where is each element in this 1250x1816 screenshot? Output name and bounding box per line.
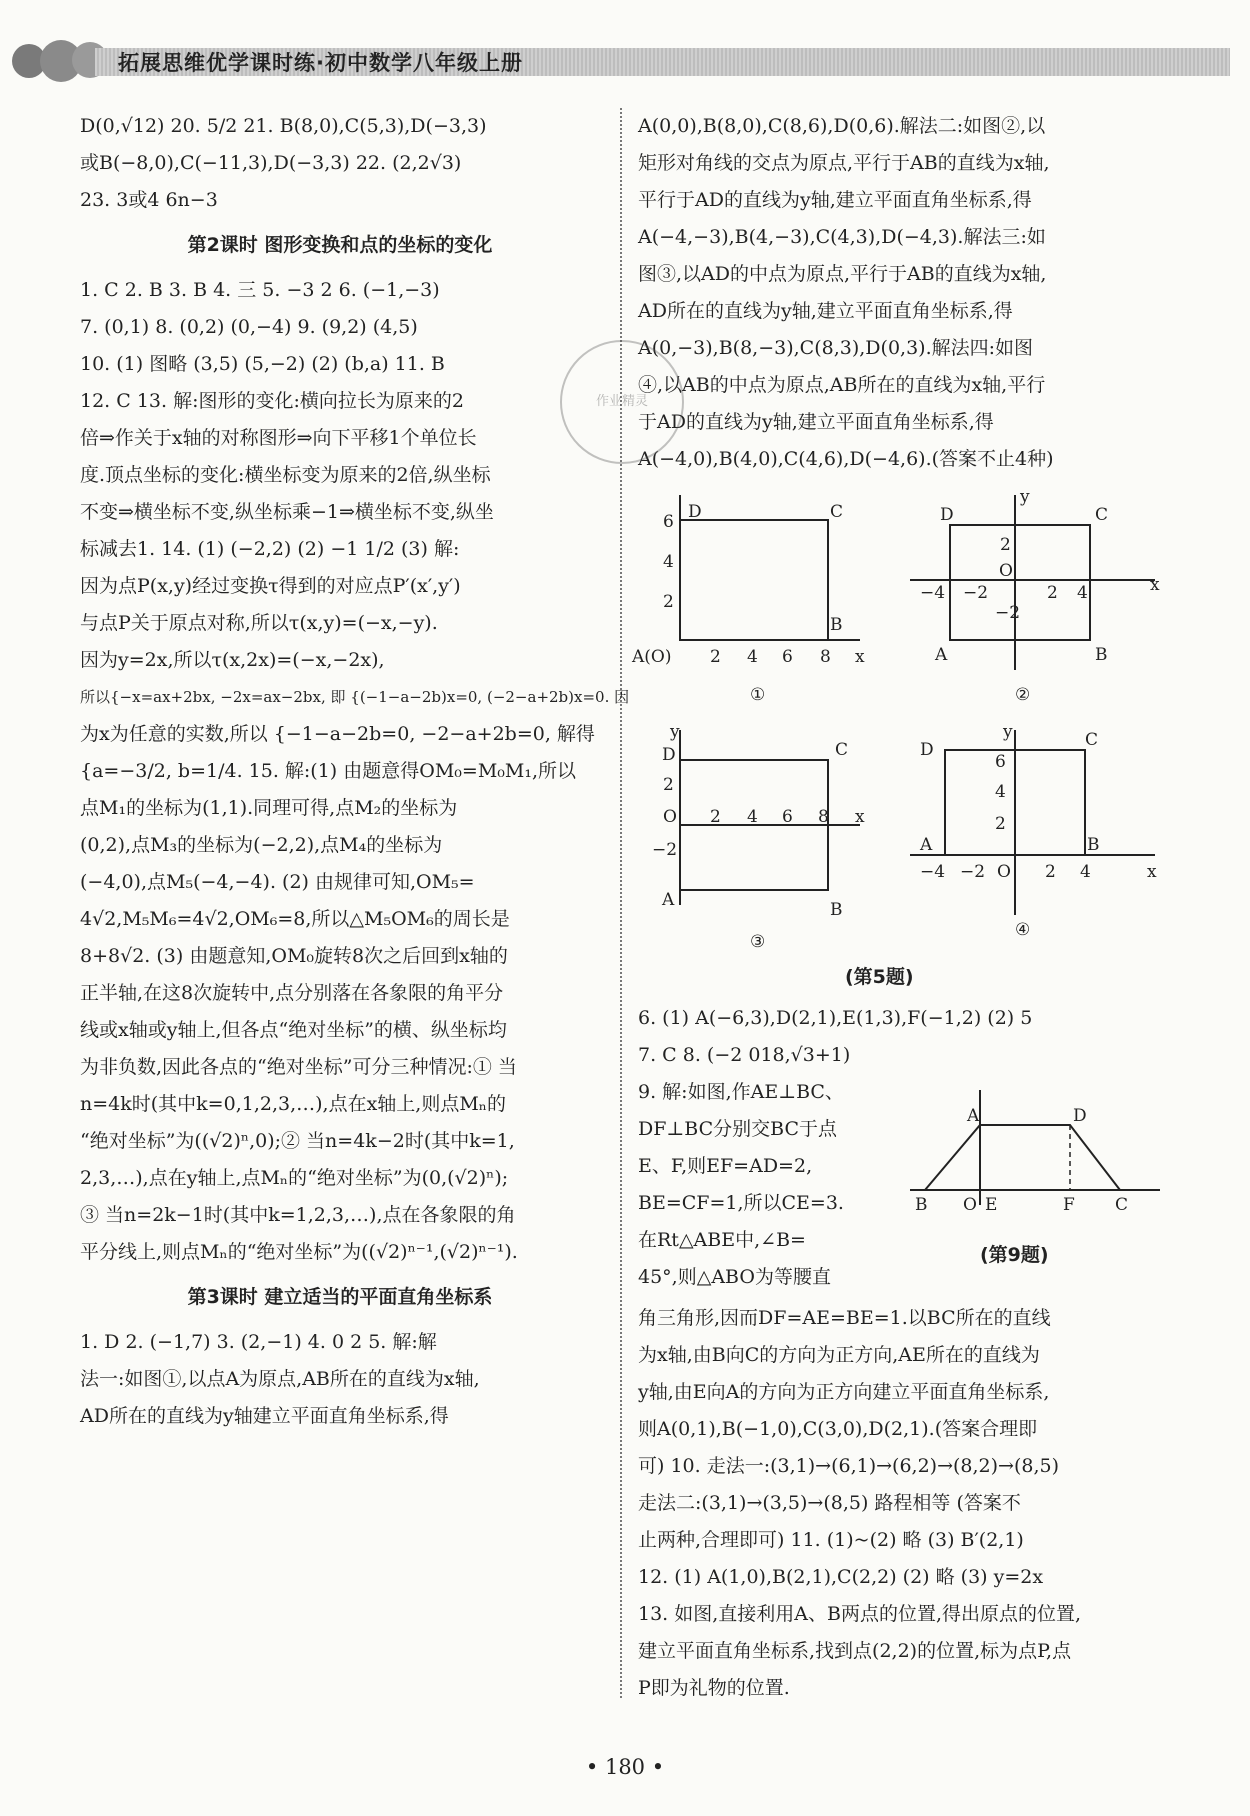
- point-label: C: [1085, 730, 1099, 750]
- text-line: A(−4,−3),B(4,−3),C(4,3),D(−4,3).解法三:如: [638, 226, 1046, 248]
- point-label: B: [915, 1195, 928, 1215]
- text-line: 为x为任意的实数,所以 {−1−a−2b=0, −2−a+2b=0, 解得: [80, 723, 595, 745]
- point-label: A(O): [632, 647, 672, 667]
- figure-2: [905, 490, 1165, 720]
- text-line: 倍⇒作关于x轴的对称图形⇒向下平移1个单位长: [80, 427, 477, 449]
- text-line: 因为点P(x,y)经过变换τ得到的对应点P′(x′,y′): [80, 575, 461, 597]
- figure-3-svg: [630, 725, 870, 955]
- text-line: y轴,由E向A的方向为正方向建立平面直角坐标系,: [638, 1381, 1050, 1403]
- tick-label: 4: [747, 807, 758, 827]
- figure-2-svg: [905, 490, 1165, 720]
- axis-label: x: [1147, 862, 1157, 882]
- point-label: O: [963, 1195, 977, 1215]
- tick-label: O: [663, 807, 677, 827]
- tick-label: −2: [963, 583, 989, 603]
- tick-label: 2: [1000, 535, 1011, 555]
- text-line: 则A(0,1),B(−1,0),C(3,0),D(2,1).(答案合理即: [638, 1418, 1038, 1440]
- figure-4: [905, 725, 1165, 955]
- text-line: 因为y=2x,所以τ(x,2x)=(−x,−2x),: [80, 649, 385, 671]
- trapezoid: [925, 1125, 1120, 1190]
- point-label: C: [1095, 505, 1109, 525]
- tick-label: 4: [1077, 583, 1088, 603]
- text-line: 矩形对角线的交点为原点,平行于AB的直线为x轴,: [638, 152, 1050, 174]
- tick-label: 6: [995, 752, 1006, 772]
- figure-9-caption: (第9题): [980, 1244, 1049, 1266]
- point-label: B: [830, 615, 843, 635]
- text-line: 图③,以AD的中点为原点,平行于AB的直线为x轴,: [638, 263, 1047, 285]
- text-line: 在Rt△ABE中,∠B=: [638, 1229, 806, 1251]
- axis-label: y: [1020, 490, 1030, 507]
- text-line: n=4k时(其中k=0,1,2,3,…),点在x轴上,则点Mₙ的: [80, 1093, 506, 1115]
- tick-label: 4: [747, 647, 758, 667]
- text-line: 平分线上,则点Mₙ的“绝对坐标”为((√2)ⁿ⁻¹,(√2)ⁿ⁻¹).: [80, 1241, 518, 1263]
- text-line: 1. D 2. (−1,7) 3. (2,−1) 4. 0 2 5. 解:解: [80, 1331, 437, 1353]
- tick-label: 2: [663, 592, 674, 612]
- point-label: D: [940, 505, 954, 525]
- text-line: 标减去1. 14. (1) (−2,2) (2) −1 1/2 (3) 解:: [80, 538, 460, 560]
- axis-label: y: [670, 725, 680, 742]
- text-line: 12. C 13. 解:图形的变化:横向拉长为原来的2: [80, 390, 464, 412]
- text-line: 平行于AD的直线为y轴,建立平面直角坐标系,得: [638, 189, 1032, 211]
- text-line: 法一:如图①,以点A为原点,AB所在的直线为x轴,: [80, 1368, 480, 1390]
- tick-label: −2: [995, 603, 1021, 623]
- text-line: A(0,−3),B(8,−3),C(8,3),D(0,3).解法四:如图: [638, 337, 1034, 359]
- tick-label: O: [997, 862, 1011, 882]
- text-line: 角三角形,因而DF=AE=BE=1.以BC所在的直线: [638, 1307, 1051, 1329]
- axis-label: y: [1003, 725, 1013, 742]
- text-line: 6. (1) A(−6,3),D(2,1),E(1,3),F(−1,2) (2) 5: [638, 1007, 1033, 1029]
- text-line: 点M₁的坐标为(1,1).同理可得,点M₂的坐标为: [80, 797, 458, 819]
- section-title: 第3课时 建立适当的平面直角坐标系: [187, 1286, 493, 1308]
- text-line: 1. C 2. B 3. B 4. 三 5. −3 2 6. (−1,−3): [80, 279, 440, 301]
- text-line: ④,以AB的中点为原点,AB所在的直线为x轴,平行: [638, 374, 1046, 396]
- text-line: 为x轴,由B向C的方向为正方向,AE所在的直线为: [638, 1344, 1040, 1366]
- text-line: 7. (0,1) 8. (0,2) (0,−4) 9. (9,2) (4,5): [80, 316, 418, 338]
- tick-label: 2: [663, 775, 674, 795]
- figure-5-caption: (第5题): [845, 966, 914, 988]
- text-line: 度.顶点坐标的变化:横坐标变为原来的2倍,纵坐标: [80, 464, 491, 486]
- point-label: A: [662, 890, 675, 910]
- point-label: C: [1115, 1195, 1129, 1215]
- text-line: 于AD的直线为y轴,建立平面直角坐标系,得: [638, 411, 994, 433]
- text-line: E、F,则EF=AD=2,: [638, 1155, 813, 1177]
- tick-label: 6: [782, 647, 793, 667]
- text-line: 建立平面直角坐标系,找到点(2,2)的位置,标为点P,点: [638, 1640, 1072, 1662]
- figure-4-svg: [905, 725, 1165, 955]
- text-line: {a=−3/2, b=1/4. 15. 解:(1) 由题意得OM₀=M₀M₁,所以: [80, 760, 577, 782]
- tick-label: 2: [995, 814, 1006, 834]
- right-column-bottom: [638, 1300, 1168, 1707]
- point-label: E: [985, 1195, 998, 1215]
- text-line: 正半轴,在这8次旋转中,点分别落在各象限的角平分: [80, 982, 504, 1004]
- text-line: 10. (1) 图略 (3,5) (5,−2) (2) (b,a) 11. B: [80, 353, 445, 375]
- point-label: D: [662, 745, 676, 765]
- point-label: D: [688, 502, 702, 522]
- stamp-text: 作业精灵: [595, 394, 648, 409]
- text-line: DF⊥BC分别交BC于点: [638, 1118, 837, 1140]
- axis-label: x: [1150, 575, 1160, 595]
- text-line: AD所在的直线为y轴,建立平面直角坐标系,得: [638, 300, 1013, 322]
- tick-label: 4: [1080, 862, 1091, 882]
- tick-label: 6: [663, 512, 674, 532]
- axis-label: x: [855, 807, 865, 827]
- text-line: 或B(−8,0),C(−11,3),D(−3,3) 22. (2,2√3): [80, 152, 462, 174]
- tick-label: 2: [1045, 862, 1056, 882]
- axis-label: x: [855, 647, 865, 667]
- tick-label: −2: [652, 840, 678, 860]
- tick-label: 2: [710, 647, 721, 667]
- figure-number: ①: [750, 685, 766, 705]
- page-number: • 180 •: [585, 1755, 665, 1779]
- point-label: B: [1095, 645, 1108, 665]
- text-line: 8+8√2. (3) 由题意知,OM₀旋转8次之后回到x轴的: [80, 945, 508, 967]
- point-label: D: [920, 740, 934, 760]
- figure-9: [905, 1085, 1165, 1220]
- right-column: [638, 108, 1168, 478]
- text-line: (−4,0),点M₅(−4,−4). (2) 由规律可知,OM₅=: [80, 871, 475, 893]
- text-line: P即为礼物的位置.: [638, 1677, 790, 1699]
- point-label: C: [830, 502, 844, 522]
- tick-label: −2: [960, 862, 986, 882]
- text-line: 止两种,合理即可) 11. (1)~(2) 略 (3) B′(2,1): [638, 1529, 1024, 1551]
- text-line: D(0,√12) 20. 5/2 21. B(8,0),C(5,3),D(−3,3): [80, 115, 487, 137]
- figure-9-svg: [905, 1085, 1165, 1220]
- text-line: 为非负数,因此各点的“绝对坐标”可分三种情况:① 当: [80, 1056, 517, 1078]
- text-line: 45°,则△ABO为等腰直: [638, 1266, 831, 1288]
- page-header: [0, 38, 1250, 83]
- text-line: 与点P关于原点对称,所以τ(x,y)=(−x,−y).: [80, 612, 438, 634]
- point-label: D: [1073, 1106, 1087, 1126]
- figure-number: ②: [1015, 685, 1031, 705]
- tick-label: −4: [920, 862, 946, 882]
- figure-1-svg: [630, 490, 870, 720]
- figure-1: [630, 490, 870, 720]
- text-line: A(−4,0),B(4,0),C(4,6),D(−4,6).(答案不止4种): [638, 448, 1054, 470]
- text-line: 不变⇒横坐标不变,纵坐标乘−1⇒横坐标不变,纵坐: [80, 501, 494, 523]
- figure-number: ④: [1015, 920, 1031, 940]
- watermark-stamp: [560, 340, 684, 464]
- section-title: 第2课时 图形变换和点的坐标的变化: [187, 234, 493, 256]
- tick-label: 4: [995, 782, 1006, 802]
- text-line: 23. 3或4 6n−3: [80, 189, 218, 211]
- point-label: B: [830, 900, 843, 920]
- figure-number: ③: [750, 932, 766, 952]
- point-label: A: [920, 835, 933, 855]
- text-line: 9. 解:如图,作AE⊥BC、: [638, 1081, 844, 1103]
- text-line: 2,3,…),点在y轴上,点Mₙ的“绝对坐标”为(0,(√2)ⁿ);: [80, 1167, 509, 1189]
- tick-label: 2: [1047, 583, 1058, 603]
- text-line: “绝对坐标”为((√2)ⁿ,0);② 当n=4k−2时(其中k=1,: [80, 1130, 515, 1152]
- text-line: 7. C 8. (−2 018,√3+1): [638, 1044, 851, 1066]
- text-line: 12. (1) A(1,0),B(2,1),C(2,2) (2) 略 (3) y=2x: [638, 1566, 1044, 1588]
- text-line: (0,2),点M₃的坐标为(−2,2),点M₄的坐标为: [80, 834, 443, 856]
- text-line: 所以{−x=ax+2bx, −2x=ax−2bx, 即 {(−1−a−2b)x=0, (−2−a+2b)x=0. 因: [80, 688, 630, 706]
- text-line: AD所在的直线为y轴建立平面直角坐标系,得: [80, 1405, 449, 1427]
- text-line: 可) 10. 走法一:(3,1)→(6,1)→(6,2)→(8,2)→(8,5): [638, 1455, 1059, 1477]
- tick-label: 8: [820, 647, 831, 667]
- tick-label: 8: [818, 807, 829, 827]
- point-label: A: [967, 1106, 980, 1126]
- rectangle-abcd: [680, 520, 828, 640]
- tick-label: 2: [710, 807, 721, 827]
- header-title: 拓展思维优学课时练·初中数学八年级上册: [118, 51, 523, 75]
- text-line: BE=CF=1,所以CE=3.: [638, 1192, 844, 1214]
- text-line: 4√2,M₅M₆=4√2,OM₆=8,所以△M₅OM₆的周长是: [80, 908, 510, 930]
- tick-label: 4: [663, 552, 674, 572]
- point-label: A: [935, 645, 948, 665]
- text-line: 13. 如图,直接利用A、B两点的位置,得出原点的位置,: [638, 1603, 1082, 1625]
- text-line: A(0,0),B(8,0),C(8,6),D(0,6).解法二:如图②,以: [638, 115, 1046, 137]
- point-label: C: [835, 740, 849, 760]
- point-label: F: [1063, 1195, 1075, 1215]
- text-line: 走法二:(3,1)→(3,5)→(8,5) 路程相等 (答案不: [638, 1492, 1021, 1514]
- tick-label: 6: [782, 807, 793, 827]
- text-line: ③ 当n=2k−1时(其中k=1,2,3,…),点在各象限的角: [80, 1204, 516, 1226]
- figure-3: [630, 725, 870, 955]
- text-line: 线或x轴或y轴上,但各点“绝对坐标”的横、纵坐标均: [80, 1019, 507, 1041]
- tick-label: −4: [920, 583, 946, 603]
- tick-label: O: [999, 561, 1013, 581]
- point-label: B: [1087, 835, 1100, 855]
